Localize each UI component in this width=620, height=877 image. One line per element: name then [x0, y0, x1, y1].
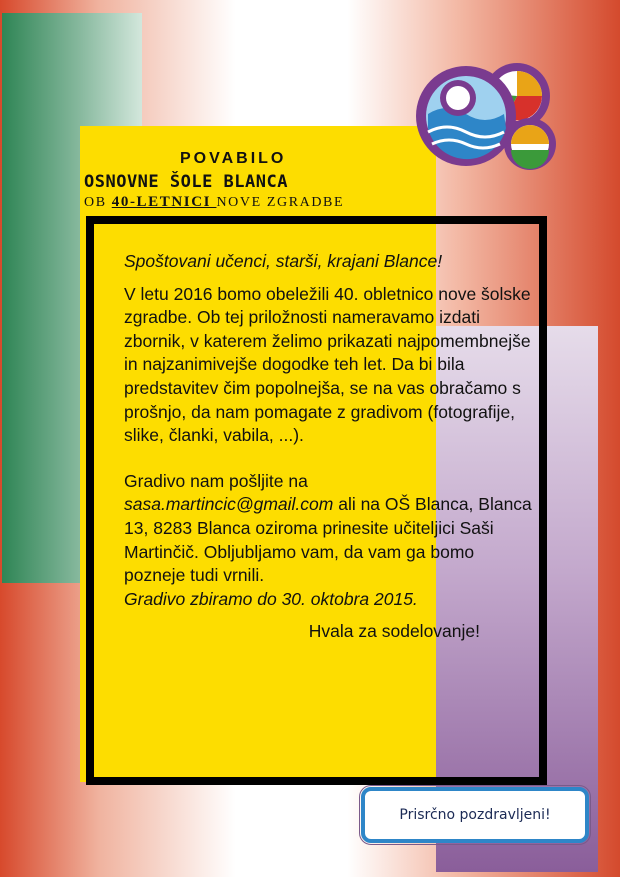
greeting-box-label: Prisrčno pozdravljeni!: [399, 807, 551, 823]
letter-paragraph-1: V letu 2016 bomo obeležili 40. obletnico nove šolske zgradbe. Ob tej priložnosti nameravamo izdati zbornik, v katerem želimo prikazati najpomembnejše in najzanimivejše dogodke teh let. Da bi bila predstavitev čim popolnejša, se na vas obračamo s prošnjo, da nam pomagate z gradivom (fotografije, slike, članki, vabila, ...).: [124, 283, 531, 446]
school-logo-icon: [414, 58, 560, 176]
title-anniversary: [84, 194, 344, 211]
title-anniversary-pre: OB: [84, 195, 112, 210]
letter-p2-intro: Gradivo nam pošljite na: [124, 470, 308, 491]
email-link[interactable]: sasa.martincic@gmail.com: [124, 494, 334, 515]
title-povabilo: POVABILO: [180, 150, 287, 167]
letter-paragraph-2: [124, 470, 534, 588]
letter-greeting: Spoštovani učenci, starši, krajani Blance!: [124, 251, 443, 271]
letter-body: [124, 250, 534, 644]
title-anniversary-underlined: 40-LETNICI: [111, 194, 217, 210]
letter-deadline: Gradivo zbiramo do 30. oktobra 2015.: [124, 588, 418, 609]
greeting-box: [361, 787, 589, 843]
title-anniversary-post: NOVE ZGRADBE: [216, 195, 345, 210]
letter-thanks: Hvala za sodelovanje!: [308, 621, 480, 642]
letter-p2-rest: ali na OŠ Blanca, Blanca 13, 8283 Blanca oziroma prinesite učiteljici Saši Martinčič. Obljubljamo vam, da vam ga bomo pozneje tudi vrnili.: [124, 494, 532, 586]
title-school-name: OSNOVNE ŠOLE BLANCA: [84, 172, 288, 192]
